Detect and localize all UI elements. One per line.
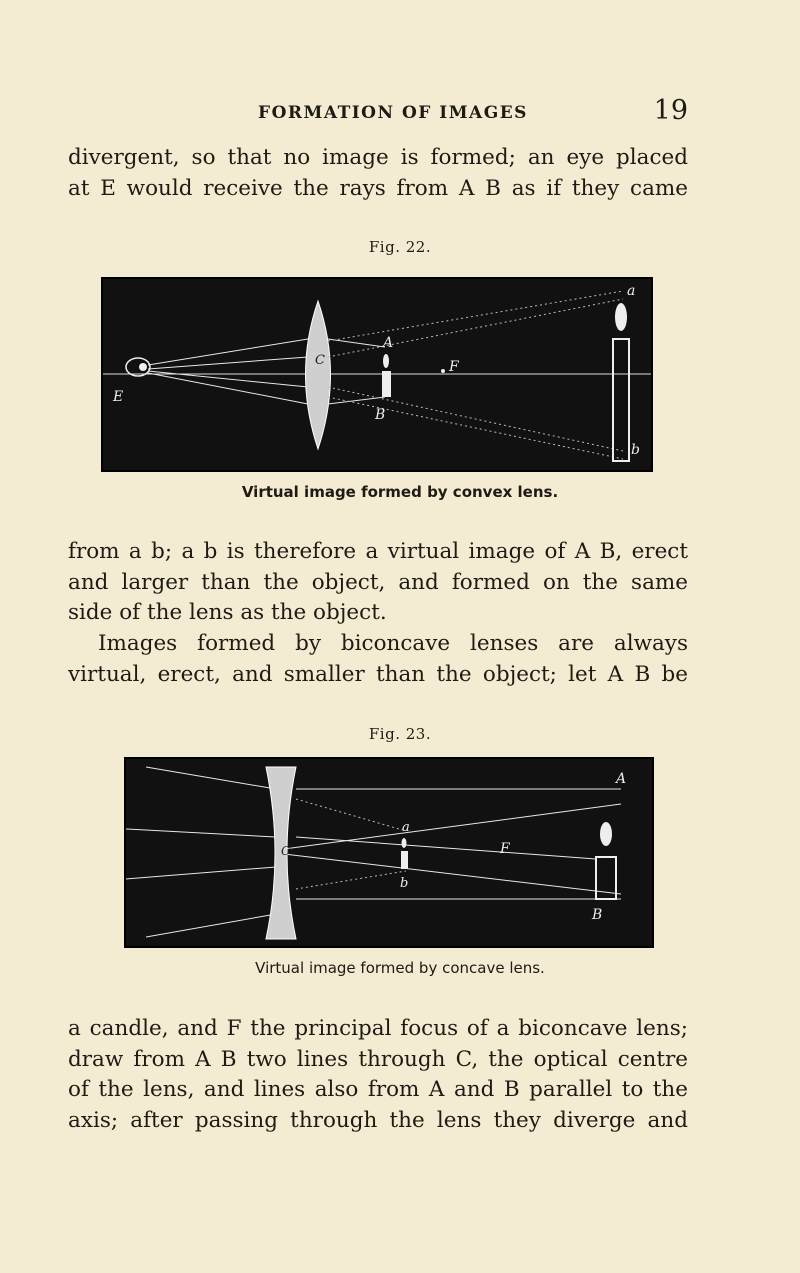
text-line: of the lens, and lines also from A and B parallel to the <box>68 1077 688 1102</box>
letter-b-small: b <box>631 442 640 458</box>
letter-b: B <box>592 907 603 923</box>
figure-22-plate <box>101 277 653 472</box>
text-line: a candle, and F the principal focus of a biconcave lens; <box>68 1016 688 1041</box>
text-line: and larger than the object, and formed on the same <box>68 569 688 595</box>
letter-a-small: a <box>627 283 636 299</box>
text-line: draw from A B two lines through C, the optical centre <box>68 1046 688 1072</box>
text-line: from a b; a b is therefore a virtual image of A B, erect <box>68 539 688 564</box>
paragraph-2 <box>68 537 688 629</box>
text-line: at E would receive the rays from A B as if they came <box>68 175 688 201</box>
letter-c: C <box>315 353 325 368</box>
candle-flame <box>383 354 389 368</box>
letter-b: B <box>375 407 386 423</box>
text-line: side of the lens as the object. <box>68 600 387 625</box>
figure-23-plate <box>124 757 654 948</box>
figure-22-caption: Virtual image formed by convex lens. <box>241 483 559 501</box>
figure-23-caption: Virtual image formed by concave lens. <box>255 959 545 977</box>
text-line: axis; after passing through the lens they diverge and <box>68 1107 688 1133</box>
page-number: 19 <box>653 95 688 126</box>
letter-c: C <box>281 844 291 858</box>
letter-f: F <box>449 359 459 375</box>
letter-b-small: b <box>400 876 409 891</box>
convex-lens-diagram <box>103 279 651 470</box>
concave-lens-diagram <box>126 759 652 946</box>
letter-a: A <box>616 771 627 787</box>
paragraph-1 <box>68 143 688 204</box>
image-flame <box>615 303 627 331</box>
running-header <box>68 93 688 133</box>
text-line: divergent, so that no image is formed; an eye placed <box>68 145 688 170</box>
paragraph-3 <box>68 629 688 690</box>
chapter-title: FORMATION OF IMAGES <box>258 103 528 123</box>
letter-f: F <box>500 841 510 857</box>
candle-image <box>401 851 408 869</box>
candle-object <box>382 371 391 397</box>
text-line: virtual, erect, and smaller than the object; let A B be <box>68 661 688 687</box>
letter-a: A <box>383 335 394 351</box>
paragraph-4 <box>68 1014 688 1136</box>
figure-22-label: Fig. 22. <box>368 238 432 256</box>
letter-e: E <box>113 389 124 405</box>
text-line: Images formed by biconcave lenses are always <box>98 631 688 656</box>
candle-flame <box>600 822 612 846</box>
image-flame <box>402 838 407 848</box>
letter-a-small: a <box>402 820 410 835</box>
focus-point <box>441 369 445 373</box>
figure-23-label: Fig. 23. <box>368 725 432 743</box>
